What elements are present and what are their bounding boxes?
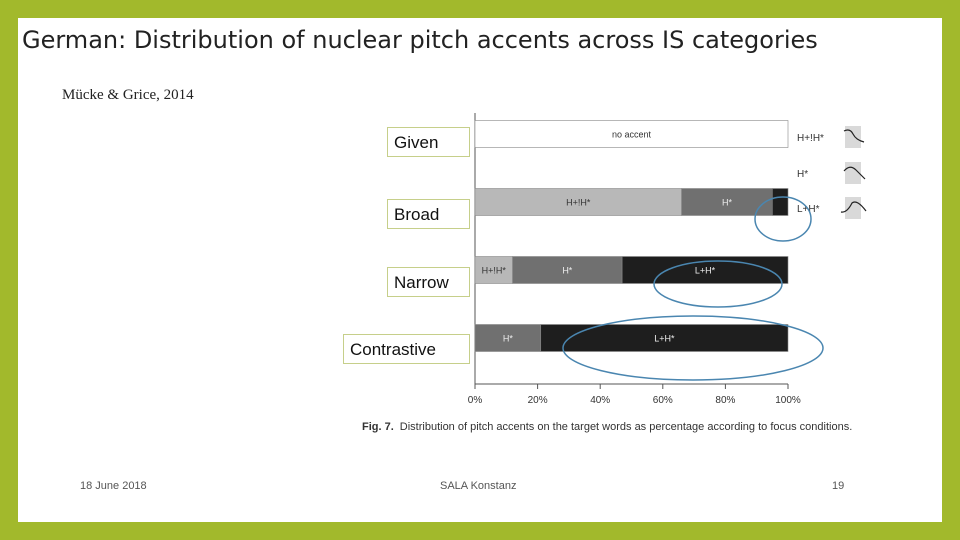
legend-swatch (845, 197, 861, 219)
footer-date: 18 June 2018 (80, 480, 147, 492)
bar-segment-label: H+!H* (566, 197, 591, 208)
bar-segment-label: no accent (611, 129, 652, 140)
figure-caption-label: Fig. 7. (362, 421, 394, 433)
bar-segment-label: L+H* (694, 265, 716, 276)
footer-page-number: 19 (832, 480, 845, 492)
bar-segment-broad-l-h- (772, 189, 788, 216)
x-tick-label: 100% (775, 395, 801, 406)
figure-caption (362, 421, 852, 433)
bar-segment-label: L+H* (654, 333, 675, 344)
x-tick-label: 20% (527, 395, 548, 406)
x-tick-label: 80% (715, 395, 736, 406)
slide-title: German: Distribution of nuclear pitch accents across IS categories (22, 26, 818, 54)
category-label-contrastive: Contrastive (343, 334, 470, 364)
category-label-narrow: Narrow (387, 267, 470, 297)
figure-caption-text: Distribution of pitch accents on the target words as percentage according to focus conditions. (399, 421, 853, 433)
category-label-given: Given (387, 127, 470, 157)
category-label-broad: Broad (387, 199, 470, 229)
x-tick-label: 0% (467, 395, 483, 406)
legend-label: L+H* (797, 204, 820, 215)
x-tick-label: 60% (652, 395, 673, 406)
bar-segment-label: H* (502, 333, 513, 344)
legend-swatch (845, 126, 861, 148)
legend-label: H+!H* (797, 133, 824, 144)
bar-segment-label: H+!H* (481, 265, 506, 276)
x-tick-label: 40% (590, 395, 611, 406)
bar-segment-label: H* (562, 265, 573, 276)
bar-segment-label: H* (721, 197, 732, 208)
citation: Mücke & Grice, 2014 (62, 87, 194, 103)
legend-label: H* (797, 169, 809, 180)
footer-venue: SALA Konstanz (440, 480, 517, 492)
